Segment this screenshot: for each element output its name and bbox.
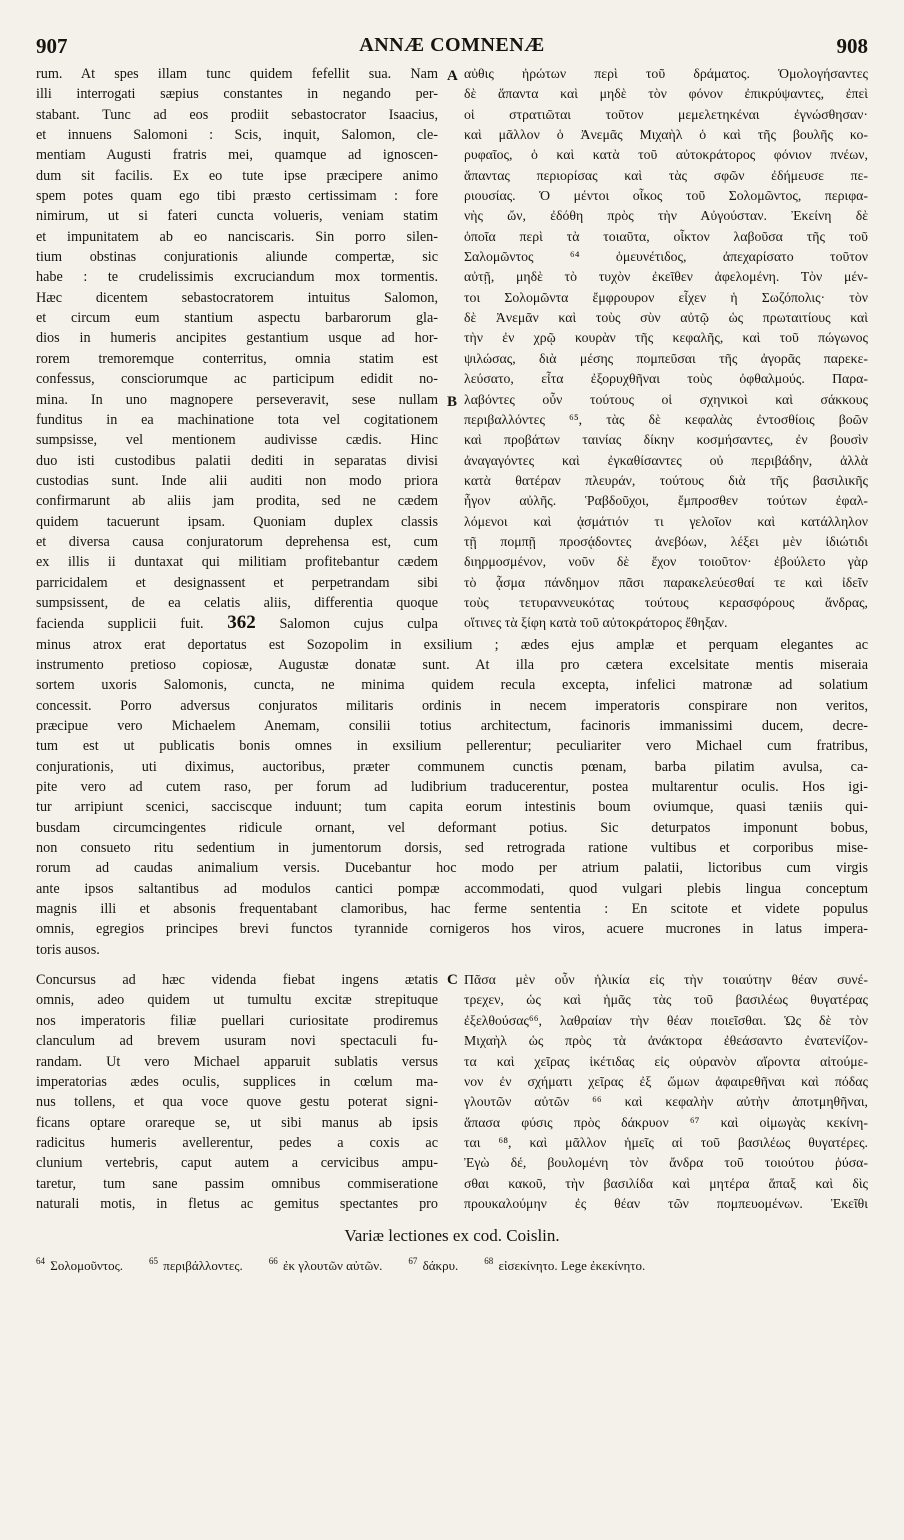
latin-line: dios in humeris ancipites gestantium usque ad hor- [36, 330, 438, 347]
greek-line: Πᾶσα μὲν οὖν ἡλικία εἰς τὴν τοιαύτην θέαν συνέ- [464, 972, 868, 988]
latin-full-line: non consueto ritu sedentium in jumentorum dorsis, sed retrograda ratione vultibus et corporibus mise- [36, 840, 868, 857]
greek-column [464, 64, 868, 635]
latin-full-line: pite vero ad cutem raso, per forum ad ludibrium traducerentur, postea multarentur oculis. Hos igi- [36, 779, 868, 796]
greek-line: τὸ ᾆσμα πάνδημον πᾶσι παρακελεύεσθαί τε καὶ ἰδεῖν [464, 574, 868, 590]
variant-reading: $^{64}$ Σολομοῦντος. [36, 1256, 124, 1273]
latin-line: imperatorias ædes oculis, supplices in cœlum ma- [36, 1073, 438, 1090]
latin-line: Concursus ad hæc videnda fiebat ingens ætatis [36, 972, 438, 989]
latin-full-line: rorum ad caudas animalium versis. Ducebantur hoc modo per atrium palatii, lictoribus cum virgis [36, 860, 868, 877]
latin-line: nos imperatoris filiæ puellari curiositate prodiremus [36, 1012, 438, 1029]
latin-full-line: minus atrox erat deportatus est Sozopolim in exsilium ; ædes ejus amplæ et perquam elegantes ac [36, 636, 868, 653]
greek-line: ὁποῖα περὶ τὰ τοιαῦτα, οἶκτον λαβοῦσα τῆς τοῦ [464, 228, 868, 244]
page-number-left: 907 [36, 34, 68, 58]
greek-line: ψιλώσας, διὰ μέσης πομπεῦσαι τῆς ἀγορᾶς παρεκε- [464, 350, 868, 366]
greek-line: ριουσίας. Ὁ μέντοι οἶκος τοῦ Σολομῶντος, περιφα- [464, 188, 868, 204]
latin-full-line: concessit. Porro adversus conjuratos militaris ordinis in necem imperatoris conspirare non veritos, [36, 697, 868, 714]
page-number-right: 908 [836, 34, 868, 58]
variant-reading: $^{67}$ δάκρυ. [408, 1256, 459, 1273]
greek-line: οἵτινες τὰ ξίφη κατὰ τοῦ αὐτοκράτορος ἔθηξαν. [464, 615, 728, 631]
latin-full-line: magnis illi et absonis frequentabant clamoribus, hac ferme sententia : En scitote et videte populus [36, 901, 868, 918]
latin-line: naturali motis, in fletus ac gemitus spectantes pro [36, 1195, 438, 1212]
margin-marker-c: C [447, 972, 458, 989]
greek-line: προυκαλούμην ἐς θέαν τῶν πομπευομένων. Ἐκεῖθι [464, 1195, 868, 1211]
greek-line: ρυφαῖος, ὁ καὶ κατὰ τοῦ αὐτοκράτορος φόνιον πνέων, [464, 147, 868, 163]
latin-line: clunium vertebris, caput autem a cervicibus ampu- [36, 1155, 438, 1172]
greek-line: δὲ ἅπαντα καὶ μηδὲ τὸν φόνον ἐπικρύψαντες, ἐπεὶ [464, 86, 868, 102]
running-title: ANNÆ COMNENÆ [359, 34, 545, 56]
latin-line: dum sit facilis. Ex eo tute ipse præcipere animo [36, 167, 438, 184]
latin-full-line: toris ausos. [36, 941, 100, 958]
variant-reading: $^{65}$ περιβάλλοντες. [149, 1256, 243, 1273]
greek-line: καὶ προβάτων ταινίας δίκην κοσμήσαντες, ἐν βουσὶν [464, 432, 868, 448]
greek-line: ται ⁶⁸, καὶ μᾶλλον ἡμεῖς αἱ τοῦ βασιλέως θυγατέρες. [464, 1134, 868, 1150]
latin-line: ex illis ii duntaxat qui militiam profitebantur cædem [36, 554, 438, 571]
section-2 [36, 970, 868, 1214]
variants-list [36, 1256, 868, 1273]
latin-line: nus tollens, et qua voce quove gestu poterat signi- [36, 1094, 438, 1111]
latin-line: omnis, adeo quidem ut tumultu excitæ strepituque [36, 992, 438, 1009]
latin-line: mentiam Augusti fratris mei, quamque ad ignoscen- [36, 147, 438, 164]
greek-line: δὲ Ἀνεμᾶν καὶ τοὺς σὺν αὐτῷ ὡς πρωταιτίους καὶ [464, 310, 868, 326]
greek-line: αὐθις ἠρώτων περὶ τοῦ δράματος. Ὁμολογήσαντες [464, 66, 868, 81]
greek-line: τῇ πομπῇ προσᾴδοντες ἀνεβόων, λέξει μὲν ἰδιώτιδι [464, 533, 868, 549]
margin-marker-b: B [447, 394, 458, 410]
latin-line: duo isti custodibus palatii dediti in separatas divisi [36, 452, 438, 469]
latin-line: facienda supplicii fuit. 362 Salomon cujus culpa [36, 613, 438, 634]
margin-marker-a: A [447, 68, 458, 84]
latin-line: et impunitatem ab eo nanciscaris. Sin porro silen- [36, 228, 438, 245]
greek-line: Ἐγὼ δέ, βουλομένη τὸν ἄνδρα τοῦ τοιούτου ῥύσα- [464, 1155, 868, 1171]
latin-line: radicitus humeris avellerentur, pedes a coxis ac [36, 1134, 438, 1151]
latin-full-line: omnis, egregios principes brevi functos tyrannide cornigeros hos viros, acuere mucrones in latus impera- [36, 921, 868, 938]
greek-line: ἐξελθούσας⁶⁶, λαθραίαν τὴν θέαν ποιεῖσθαι. Ὡς δὲ τὸν [464, 1012, 868, 1028]
latin-line: ficans optare orareque se, ut sibi manus ab ipsis [36, 1114, 438, 1131]
variants-title: Variæ lectiones ex cod. Coislin. [344, 1226, 560, 1246]
latin-column [36, 64, 438, 635]
latin-line: habe : te crudelissimis excruciandum mox tormentis. [36, 269, 438, 286]
greek-line: διηρμοσμένον, νοῦν δὲ ἔχον τοιοῦτον· ἐβούλετο γὰρ [464, 554, 868, 570]
latin-line: parricidalem et designassent et perpetrandam sibi [36, 574, 438, 591]
greek-column-2 [464, 970, 868, 1214]
section-1 [36, 64, 868, 635]
greek-line: ἦγον αὐλῆς. Ῥαβδοῦχοι, ἔμπροσθεν τούτων ἐφαλ- [464, 493, 868, 509]
latin-full-line: ante ipsos saltantibus ad modulos cantici pompæ accommodati, quod vulgari plebis lingua conceptum [36, 880, 868, 897]
latin-line: et diversa causa conjuratorum deprehensa est, cum [36, 533, 438, 550]
latin-full-line: tur arripiunt scenici, sacciscque induunt; tum capita eorum intestinis boum oviumque, quasi tæniis qui- [36, 799, 868, 816]
latin-line: funditus in ea machinatione tota vel cogitationem [36, 411, 438, 428]
latin-line: illi interrogati sæpius constantes in negando per- [36, 86, 438, 103]
greek-line: κατὰ θατέραν πλευράν, τούτους διὰ τῆς βασιλικῆς [464, 472, 868, 488]
variant-reading: $^{66}$ ἐκ γλουτῶν αὐτῶν. [268, 1256, 383, 1273]
latin-line: sumpsisse, vel mentionem audivisse cædis. Hinc [36, 432, 438, 449]
latin-full-line: sortem uxoris Salomonis, cuncta, ne minima quidem recula excepta, infelici matronæ ad solatium [36, 677, 868, 694]
latin-line: spem potes quam ego tibi præsto certissimam : fore [36, 188, 438, 205]
greek-line: γλουτῶν αὐτῶν ⁶⁶ καὶ κεφαλὴν αὐτὴν ἀποτμηθῆναι, [464, 1094, 868, 1110]
full-width-text [36, 635, 868, 961]
greek-line: αὐτῇ, μηδὲ τὸ τυχὸν ἐκεῖθεν ἀφελομένη. Τὸν μέν- [464, 269, 868, 285]
greek-line: λόμενοι καὶ ᾀσμάτιόν τι γελοῖον καὶ κατάλληλον [464, 513, 868, 529]
greek-line: τοὺς τετυραννευκότας τούτους κερασφόρους ἄνδρας, [464, 594, 868, 610]
greek-line: τρεχεν, ὡς καὶ ἡμᾶς τὰς τοῦ βασιλέως θυγατέρας [464, 992, 868, 1008]
latin-full-line: conjurationis, uti diximus, auctoribus, præter communem cunctis pœnam, barba pilatim avulsa, ca- [36, 758, 868, 775]
greek-line: οἱ στρατιῶται τοῦτον μεμελετηκέναι ἐγνώσθησαν· [464, 106, 868, 122]
latin-line: confessus, consciorumque ac participum edidit no- [36, 371, 438, 388]
latin-line: Hæc dicentem sebastocratorem intuitus Salomon, [36, 289, 438, 306]
latin-line: randam. Ut vero Michael apparuit sublatis versus [36, 1053, 438, 1070]
page-header [36, 34, 868, 64]
greek-line: τα καὶ χεῖρας ἱκέτιδας εἰς οὐρανὸν αἴροντα αἰτούμε- [464, 1053, 868, 1069]
variant-reading: $^{68}$ εἰσεκίνητο. Lege ἐκεκίνητο. [484, 1256, 646, 1273]
greek-line: σθαι κακοῦ, τὴν βασιλίδα καὶ μητέρα ἅπαξ καὶ δὶς [464, 1175, 868, 1191]
latin-line: clanculum ad brevem usuram novi spectaculi fu- [36, 1033, 438, 1050]
greek-line: καὶ μᾶλλον ὁ Ἀνεμᾶς Μιχαὴλ ὁ καὶ τῆς βουλῆς κο- [464, 127, 868, 143]
latin-line: tium obstinas conjurationis aliunde compertæ, sic [36, 249, 438, 266]
greek-line: νὴς ὤν, ἐδόθη πρὸς τὴν Αὐγούσταν. Ἐκείνη δὲ [464, 208, 868, 224]
latin-line: rorem tremoremque conterritus, omnia statim est [36, 350, 438, 367]
latin-full-line: instrumento pretioso copiosæ, Augustæ donatæ sunt. At illa pro cætera excelsitate mentis miseraia [36, 656, 868, 673]
greek-line: λεύσατο, εἶτα ἐξορυχθῆναι τοὺς ὀφθαλμούς. Παρα- [464, 371, 868, 387]
latin-line: taretur, tum sane passim omnibus commiseratione [36, 1175, 438, 1192]
latin-line: rum. At spes illam tunc quidem fefellit sua. Nam [36, 66, 438, 82]
greek-line: ἅπαντας περιορίσας καὶ τὰς σφῶν ἐδήμευσε πε- [464, 167, 868, 183]
latin-line: nimirum, ut si fateri cuncta volueris, veniam statim [36, 208, 438, 225]
greek-line: περιβαλλόντες ⁶⁵, τὰς δὲ κεφαλὰς ἐντοσθίοις βοῶν [464, 411, 868, 427]
page-reference: 362 [227, 613, 256, 634]
latin-line: custodias sunt. Inde alii auditi non modo priora [36, 472, 438, 489]
greek-line: λαβόντες οὖν τούτους οἱ σχηνικοὶ καὶ σάκκους [464, 391, 868, 407]
latin-line: mina. In uno magnopere perseveravit, sese nullam [36, 391, 438, 408]
latin-line: quidem tacuerunt ipsam. Quoniam duplex classis [36, 513, 438, 530]
greek-line: ἀναγαγόντες καὶ ἐγκαθίσαντες οὐ περιβάδην, ἀλλὰ [464, 452, 868, 468]
latin-line: sumpsissent, de ea celatis aliis, differentia quoque [36, 594, 438, 611]
greek-line: Μιχαὴλ ὡς πρὸς τὰ ἀνάκτορα ἐθεάσαντο ἐνατενίζον- [464, 1033, 868, 1049]
latin-column-2 [36, 970, 438, 1214]
latin-full-line: tum est ut publicatis bonis omnes in exsilium pellerentur; peculiariter vero Michael cum fratribus, [36, 738, 868, 755]
latin-full-line: busdam circumcingentes ridicule ornant, vel deformant potius. Sic deturpatos imponunt bobus, [36, 819, 868, 836]
latin-line: et innuens Salomoni : Scis, inquit, Salomon, cle- [36, 127, 438, 144]
greek-line: τοι Σολομῶντα ἔμφρουρον εἶχεν ἡ Σωζόπολις· τὸν [464, 289, 868, 305]
latin-line: stabant. Tunc ad eos prodiit sebastocrator Isaacius, [36, 106, 438, 123]
latin-line: et circum eum stantium aspectu barbarorum gla- [36, 310, 438, 327]
greek-line: Σαλομῶντος ⁶⁴ ὁμευνέτιδος, ἀπεχαρίσατο τοῦτον [464, 249, 868, 265]
latin-line: confirmarunt ab aliis jam prodita, sed ne cædem [36, 493, 438, 510]
greek-line: τὴν ἐν χρῷ κουρὰν τῆς κεφαλῆς, καὶ τοῦ πώγωνος [464, 330, 868, 346]
greek-line: ἅπασα φύσις πρὸς δάκρυον ⁶⁷ καὶ οἰμωγὰς κεκίνη- [464, 1114, 868, 1130]
latin-full-line: præcipue vero Michaelem Anemam, consilii totius architectum, facinoris immanissimi ducem, decre- [36, 718, 868, 734]
greek-line: νον ἐν σχήματι χεῖρας ἐξ ὤμων ἀφαιρεθῆναι καὶ πόδας [464, 1073, 868, 1089]
